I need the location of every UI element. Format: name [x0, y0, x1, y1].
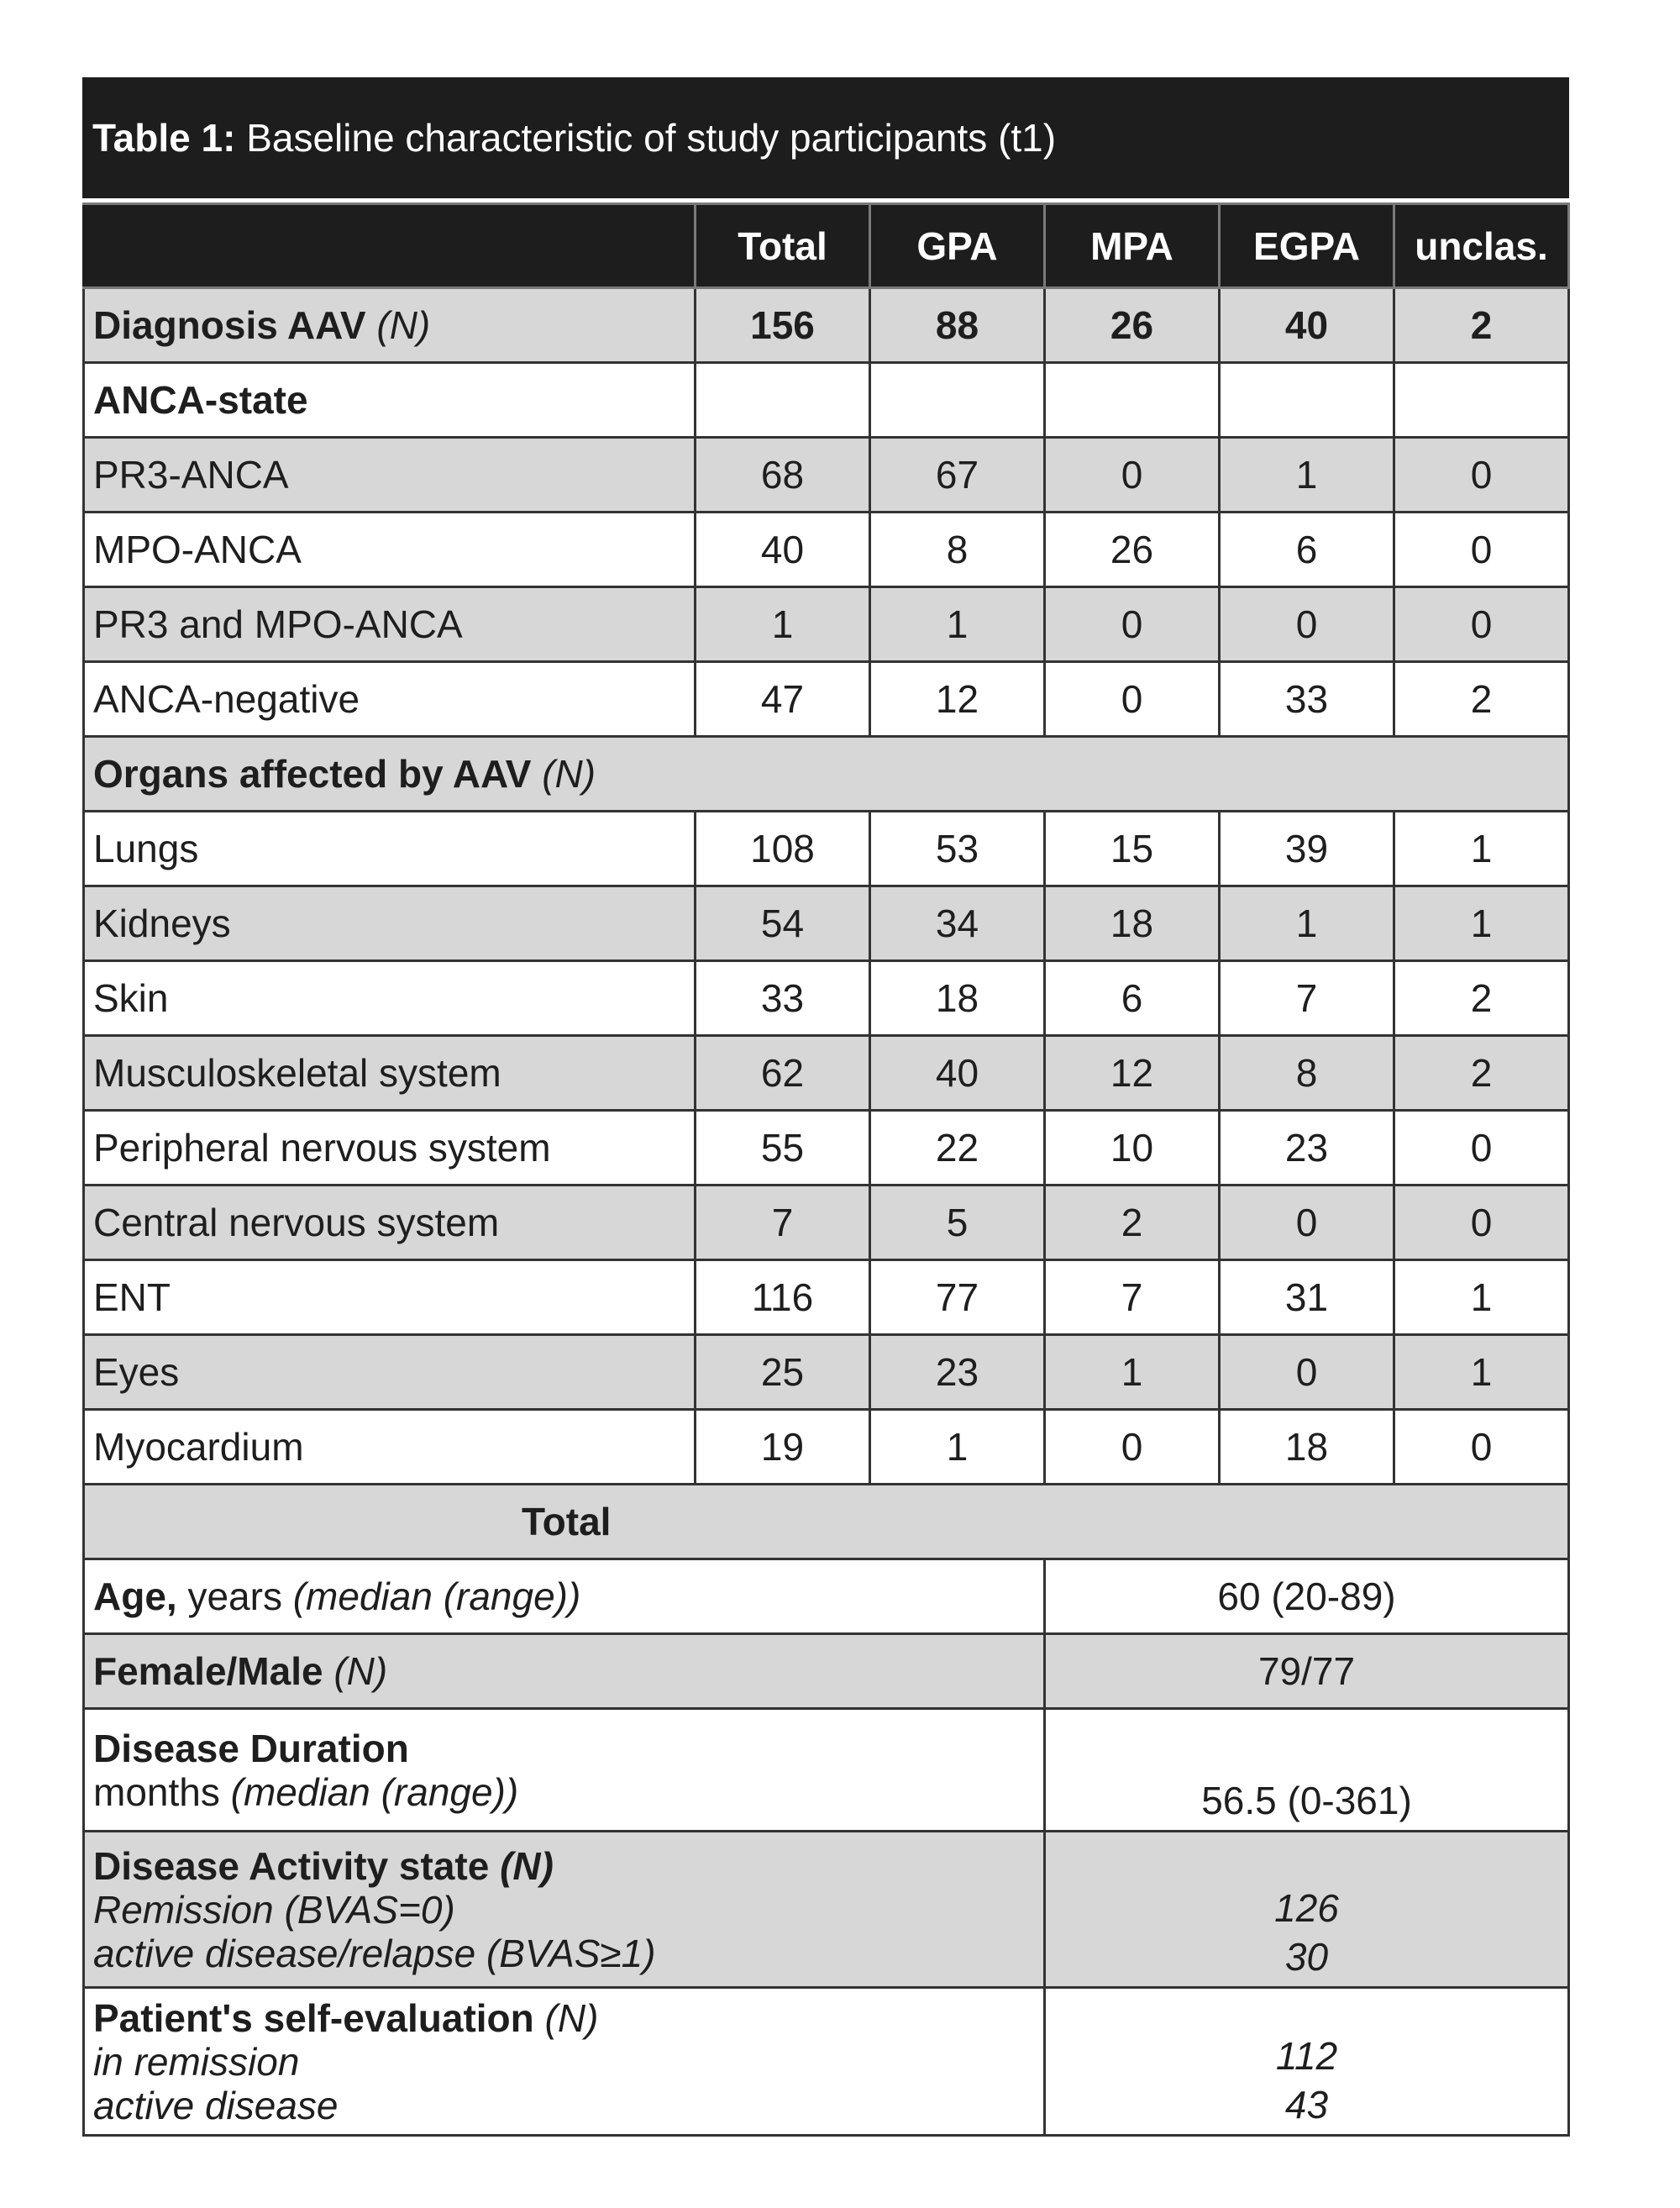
- caption-text: Baseline characteristic of study participants (t1): [235, 116, 1057, 160]
- table-cell: 1: [1045, 1335, 1220, 1410]
- table-cell: 25: [696, 1335, 870, 1410]
- table-cell: 1: [696, 587, 870, 662]
- table-row: [84, 587, 1569, 662]
- row-label: Peripheral nervous system: [84, 1111, 696, 1185]
- table-cell: 156: [696, 288, 870, 363]
- diagnosis-row: [84, 288, 1569, 363]
- table-cell: 0: [1394, 438, 1569, 513]
- table-cell: 2: [1045, 1185, 1220, 1260]
- activity-label: Disease Activity state (N) Remission (BVAS=0) active disease/relapse (BVAS≥1): [84, 1832, 1045, 1988]
- anca-heading: ANCA-state: [84, 363, 696, 438]
- table-cell: 0: [1394, 1185, 1569, 1260]
- table-cell: 2: [1394, 1036, 1569, 1111]
- table-cell: 15: [1045, 812, 1220, 886]
- table-cell: 1: [1220, 886, 1394, 961]
- table-cell: 116: [696, 1260, 870, 1335]
- table-caption: [82, 77, 1569, 198]
- table-cell: 6: [1045, 961, 1220, 1036]
- table-cell: 22: [870, 1111, 1045, 1185]
- table-row: [84, 1260, 1569, 1335]
- age-value: 60 (20-89): [1045, 1559, 1569, 1634]
- table-cell: 39: [1220, 812, 1394, 886]
- table-row: [84, 1185, 1569, 1260]
- row-label: Musculoskeletal system: [84, 1036, 696, 1111]
- header-row: [84, 204, 1569, 288]
- self-eval-label: Patient's self-evaluation (N) in remission active disease: [84, 1988, 1045, 2136]
- table-cell: 2: [1394, 288, 1569, 363]
- caption-label: Table 1:: [92, 116, 236, 160]
- table-cell: 12: [870, 662, 1045, 737]
- table-cell: 1: [1394, 812, 1569, 886]
- table-cell: 67: [870, 438, 1045, 513]
- table-cell: 7: [1220, 961, 1394, 1036]
- organ-rows: [84, 812, 1569, 1485]
- table-cell: 26: [1045, 288, 1220, 363]
- age-label: Age, years (median (range)): [84, 1559, 1045, 1634]
- table-cell: 1: [870, 587, 1045, 662]
- table-cell: 0: [1045, 587, 1220, 662]
- table-cell: 1: [1394, 1335, 1569, 1410]
- table-container: [82, 77, 1569, 2137]
- sex-value: 79/77: [1045, 1634, 1569, 1709]
- table-row: [84, 1335, 1569, 1410]
- table-row: [84, 513, 1569, 587]
- table-row: [84, 1410, 1569, 1485]
- table-cell: 33: [1220, 662, 1394, 737]
- table-cell: 54: [696, 886, 870, 961]
- row-label: ENT: [84, 1260, 696, 1335]
- table-cell: 23: [870, 1335, 1045, 1410]
- row-label: Eyes: [84, 1335, 696, 1410]
- table-cell: 0: [1045, 1410, 1220, 1485]
- age-row: [84, 1559, 1569, 1634]
- table-cell: 62: [696, 1036, 870, 1111]
- table-cell: 2: [1394, 662, 1569, 737]
- row-label: PR3 and MPO-ANCA: [84, 587, 696, 662]
- table-cell: 40: [696, 513, 870, 587]
- duration-value: 56.5 (0-361): [1045, 1709, 1569, 1832]
- table-cell: 19: [696, 1410, 870, 1485]
- table-cell: 2: [1394, 961, 1569, 1036]
- table-cell: 0: [1045, 438, 1220, 513]
- table-cell: 33: [696, 961, 870, 1036]
- table-row: [84, 1111, 1569, 1185]
- table-cell: 18: [870, 961, 1045, 1036]
- anca-heading-row: [84, 363, 1569, 438]
- table-cell: 55: [696, 1111, 870, 1185]
- table-row: [84, 438, 1569, 513]
- table-row: [84, 886, 1569, 961]
- duration-label: Disease Duration months (median (range)): [84, 1709, 1045, 1832]
- header-unclas: unclas.: [1394, 204, 1569, 288]
- table-cell: 1: [1394, 1260, 1569, 1335]
- table-cell: 8: [870, 513, 1045, 587]
- row-label: Lungs: [84, 812, 696, 886]
- table-cell: 12: [1045, 1036, 1220, 1111]
- header-total: Total: [696, 204, 870, 288]
- self-eval-row: [84, 1988, 1569, 2136]
- sex-row: [84, 1634, 1569, 1709]
- table-cell: 1: [1220, 438, 1394, 513]
- totals-heading: Total: [84, 1485, 1569, 1559]
- header-gpa: GPA: [870, 204, 1045, 288]
- table-cell: 0: [1220, 1335, 1394, 1410]
- row-label: PR3-ANCA: [84, 438, 696, 513]
- diagnosis-label: Diagnosis AAV (N): [84, 288, 696, 363]
- table-cell: 0: [1220, 1185, 1394, 1260]
- table-cell: 1: [870, 1410, 1045, 1485]
- table-cell: 6: [1220, 513, 1394, 587]
- table-cell: 26: [1045, 513, 1220, 587]
- table-cell: 18: [1045, 886, 1220, 961]
- table-cell: 68: [696, 438, 870, 513]
- table-cell: 31: [1220, 1260, 1394, 1335]
- table-cell: 40: [1220, 288, 1394, 363]
- table-cell: 8: [1220, 1036, 1394, 1111]
- table-cell: 18: [1220, 1410, 1394, 1485]
- activity-row: [84, 1832, 1569, 1988]
- self-eval-value: 112 43: [1045, 1988, 1569, 2136]
- table-cell: 5: [870, 1185, 1045, 1260]
- table-cell: 0: [1394, 1111, 1569, 1185]
- activity-value: 126 30: [1045, 1832, 1569, 1988]
- table-cell: 47: [696, 662, 870, 737]
- table-cell: 34: [870, 886, 1045, 961]
- anca-rows: [84, 438, 1569, 737]
- table-cell: 108: [696, 812, 870, 886]
- organs-heading: Organs affected by AAV (N): [84, 737, 1569, 812]
- duration-row: [84, 1709, 1569, 1832]
- table-row: [84, 662, 1569, 737]
- sex-label: Female/Male (N): [84, 1634, 1045, 1709]
- table-cell: 23: [1220, 1111, 1394, 1185]
- baseline-table: [82, 202, 1570, 2137]
- table-row: [84, 1036, 1569, 1111]
- header-mpa: MPA: [1045, 204, 1220, 288]
- row-label: MPO-ANCA: [84, 513, 696, 587]
- table-cell: 40: [870, 1036, 1045, 1111]
- table-cell: 88: [870, 288, 1045, 363]
- organs-heading-row: [84, 737, 1569, 812]
- table-cell: 0: [1220, 587, 1394, 662]
- header-blank: [84, 204, 696, 288]
- row-label: Kidneys: [84, 886, 696, 961]
- table-cell: 10: [1045, 1111, 1220, 1185]
- table-row: [84, 961, 1569, 1036]
- row-label: Central nervous system: [84, 1185, 696, 1260]
- table-row: [84, 812, 1569, 886]
- row-label: Myocardium: [84, 1410, 696, 1485]
- table-cell: 0: [1045, 662, 1220, 737]
- table-cell: 0: [1394, 1410, 1569, 1485]
- table-cell: 0: [1394, 587, 1569, 662]
- table-cell: 7: [696, 1185, 870, 1260]
- table-cell: 53: [870, 812, 1045, 886]
- row-label: Skin: [84, 961, 696, 1036]
- table-cell: 77: [870, 1260, 1045, 1335]
- table-cell: 1: [1394, 886, 1569, 961]
- row-label: ANCA-negative: [84, 662, 696, 737]
- header-egpa: EGPA: [1220, 204, 1394, 288]
- table-cell: 7: [1045, 1260, 1220, 1335]
- totals-heading-row: [84, 1485, 1569, 1559]
- table-cell: 0: [1394, 513, 1569, 587]
